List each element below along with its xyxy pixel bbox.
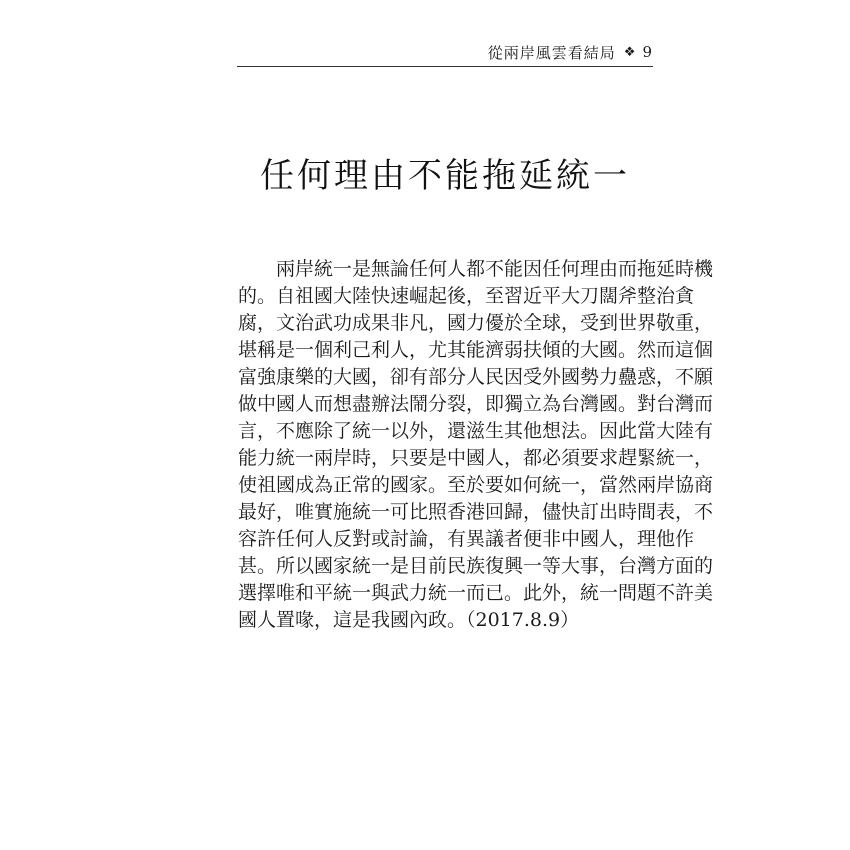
running-header <box>237 40 653 64</box>
header-rule <box>237 66 653 67</box>
book-title: 從兩岸風雲看結局 <box>487 43 616 62</box>
body-line: 使祖國成為正常的國家。至於要如何統一，當然兩岸協商 <box>238 474 714 496</box>
article-title: 任何理由不能拖延統一 <box>260 156 630 196</box>
body-line: 甚。所以國家統一是目前民族復興一等大事，台灣方面的 <box>238 555 714 577</box>
body-line: 國人置喙，這是我國內政。（2017.8.9） <box>238 609 580 631</box>
article-body <box>238 256 714 634</box>
body-line: 富強康樂的大國，卻有部分人民因受外國勢力蠱惑，不願 <box>238 366 714 388</box>
body-line: 容許任何人反對或討論，有異議者便非中國人，理他作 <box>238 528 695 550</box>
body-line: 兩岸統一是無論任何人都不能因任何理由而拖延時機 <box>276 258 714 280</box>
body-line: 的。自祖國大陸快速崛起後，至習近平大刀闊斧整治貪 <box>238 285 695 307</box>
body-line: 最好，唯實施統一可比照香港回歸，儘快訂出時間表，不 <box>238 501 714 523</box>
page-number: 9 <box>642 43 653 61</box>
body-line: 言，不應除了統一以外，還滋生其他想法。因此當大陸有 <box>238 420 714 442</box>
body-line: 能力統一兩岸時，只要是中國人，都必須要求趕緊統一， <box>238 447 714 469</box>
body-line: 堪稱是一個利己利人，尤其能濟弱扶傾的大國。然而這個 <box>238 339 714 361</box>
body-line: 腐，文治武功成果非凡，國力優於全球，受到世界敬重， <box>238 312 714 334</box>
body-line: 做中國人而想盡辦法鬧分裂，即獨立為台灣國。對台灣而 <box>238 393 714 415</box>
body-line: 選擇唯和平統一與武力統一而已。此外，統一問題不許美 <box>238 582 714 604</box>
diamond-ornament-icon: ❖ <box>623 44 637 60</box>
